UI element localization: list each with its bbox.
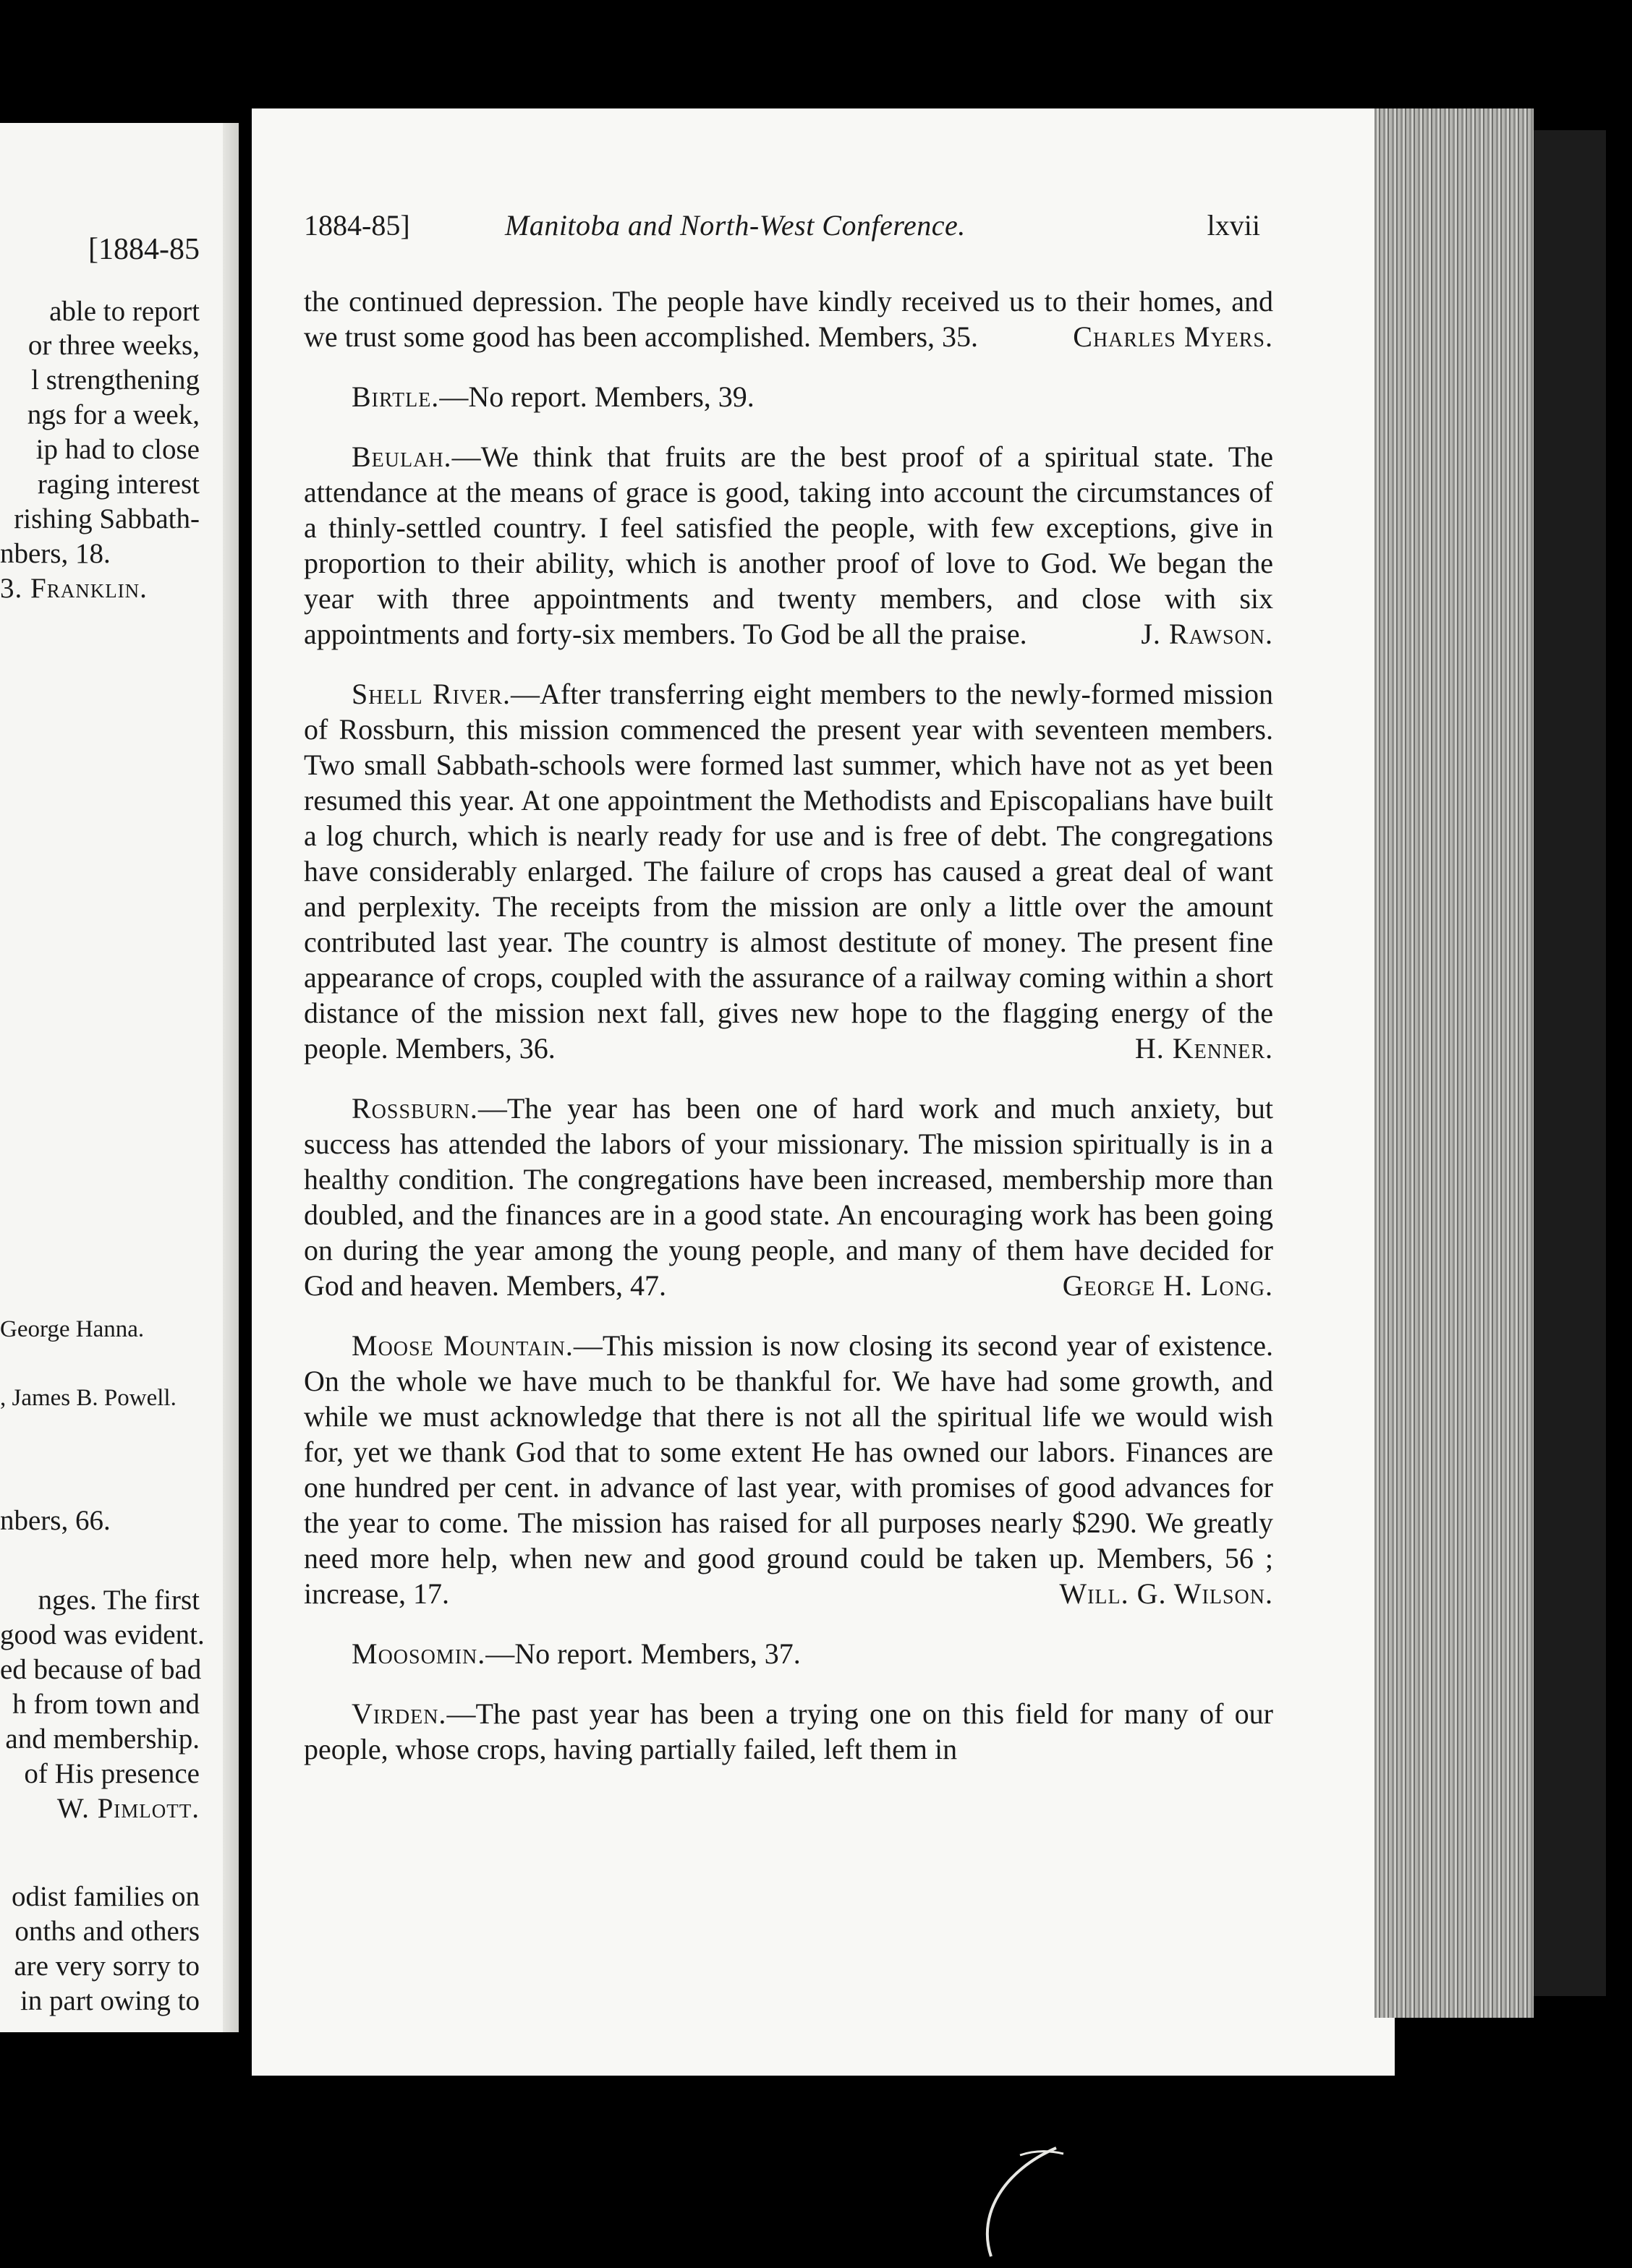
- signature-j-rawson: J. Rawson.: [1141, 618, 1273, 650]
- left-mid-line-3: ed because of bad: [0, 1654, 202, 1685]
- report-body: [304, 284, 1273, 1791]
- header-title: Manitoba and North-West Conference.: [505, 209, 966, 242]
- left-line-7: rishing Sabbath-: [14, 503, 200, 534]
- left-line-members-66: nbers, 66.: [0, 1505, 111, 1536]
- left-mid-line-2: good was evident.: [0, 1619, 205, 1650]
- left-line-4: ngs for a week,: [27, 399, 200, 430]
- heading-shell-river: Shell River.: [352, 678, 511, 710]
- paragraph-continued-body: the continued depression. The people have kindly received us to their homes, and we trust some good has been accomplished. Members, 35.: [304, 285, 1273, 353]
- heading-moosomin: Moosomin.: [352, 1637, 486, 1670]
- left-line-1: able to report: [49, 296, 200, 327]
- paragraph-moose-mountain-body: —This mission is now closing its second year of existence. On the whole we have much to be thankful for. We have had some growth, and while we must acknowledge that there is not all the spiritual life we would wish for, yet we thank God that to some extent He has owned our labors. Finances are one hundred per cent. in advance of last year, with promises of good advances for the year to come. The mission has raised for all purposes nearly $290. We greatly need more help, when new and good ground could be taken up. Members, 56 ; increase, 17.: [304, 1329, 1273, 1610]
- heading-moose-mountain: Moose Mountain.: [352, 1329, 574, 1362]
- left-signature-franklin: 3. Franklin.: [0, 573, 148, 604]
- page-number: lxvii: [1207, 209, 1260, 242]
- left-mid-line-4: h from town and: [12, 1689, 200, 1720]
- left-name-george-hanna: George Hanna.: [0, 1316, 145, 1342]
- signature-will-g-wilson: Will. G. Wilson.: [1059, 1577, 1273, 1610]
- signature-george-h-long: George H. Long.: [1062, 1269, 1273, 1302]
- left-name-powell: , James B. Powell.: [0, 1385, 177, 1411]
- paragraph-birtle-body: —No report. Members, 39.: [439, 380, 755, 413]
- left-bottom-line-4: in part owing to: [20, 1985, 200, 2016]
- paragraph-moosomin: [304, 1636, 1273, 1671]
- left-line-8: nbers, 18.: [0, 538, 111, 569]
- running-header: [304, 208, 1260, 252]
- signature-h-kenner: H. Kenner.: [1134, 1032, 1273, 1065]
- left-page: [0, 123, 239, 2032]
- scan-marks: [911, 2112, 1085, 2264]
- left-line-6: raging interest: [37, 469, 200, 500]
- left-page-header: [1884-85: [88, 233, 200, 266]
- heading-beulah: Beulah.: [352, 440, 452, 473]
- paragraph-birtle: [304, 379, 1273, 414]
- heading-rossburn: Rossburn.: [352, 1092, 478, 1125]
- left-bottom-line-1: odist families on: [12, 1881, 200, 1912]
- paragraph-virden: [304, 1696, 1273, 1767]
- left-line-2: or three weeks,: [27, 330, 200, 361]
- left-bottom-line-3: are very sorry to: [14, 1951, 200, 1982]
- paragraph-rossburn-body: —The year has been one of hard work and much anxiety, but success has attended the labors of your missionary. The mission spiritually is in a healthy condition. The congregations have been increased, membership more than doubled, and the finances are in a good state. An encouraging work has been going on during the year among the young people, and many of them have decided for God and heaven. Members, 47.: [304, 1092, 1273, 1302]
- heading-birtle: Birtle.: [352, 380, 440, 413]
- paragraph-moose-mountain: [304, 1328, 1273, 1611]
- paragraph-shell-river: [304, 676, 1273, 1066]
- left-page-gutter: [223, 123, 239, 2032]
- paragraph-beulah: [304, 439, 1273, 652]
- heading-virden: Virden.: [352, 1697, 447, 1730]
- page-edges-shadow: [1534, 130, 1606, 1996]
- header-year: 1884-85]: [304, 209, 410, 242]
- paragraph-rossburn: [304, 1091, 1273, 1303]
- left-mid-line-5: and membership.: [5, 1723, 200, 1755]
- paragraph-continued: [304, 284, 1273, 354]
- paragraph-moosomin-body: —No report. Members, 37.: [485, 1637, 801, 1670]
- left-line-3: l strengthening: [31, 364, 200, 396]
- paragraph-virden-body: —The past year has been a trying one on this field for many of our people, whose crops, having partially failed, left them in: [304, 1697, 1273, 1765]
- signature-charles-myers: Charles Myers.: [1073, 320, 1273, 353]
- page-edges: [1374, 108, 1534, 2018]
- paragraph-shell-river-body: —After transferring eight members to the newly-formed mission of Rossburn, this mission commenced the present year with seventeen members. Two small Sabbath-schools were formed last summer, which have not as yet been resumed this year. At one appointment the Methodists and Episcopalians have built a log church, which is nearly ready for use and is free of debt. The congregations have considerably enlarged. The failure of crops has caused a great deal of want and perplexity. The receipts from the mission are only a little over the amount contributed last year. The country is almost destitute of money. The present fine appearance of crops, coupled with the assurance of a railway coming within a short distance of the mission next fall, gives new hope to the flagging energy of the people. Members, 36.: [304, 678, 1273, 1065]
- paragraph-beulah-body: —We think that fruits are the best proof of a spiritual state. The attendance at the means of grace is good, taking into account the circumstances of a thinly-settled country. I feel satisfied the people, with few exceptions, give in proportion to their ability, which is another proof of love to God. We began the year with three appointments and twenty members, and close with six appointments and forty-six members. To God be all the praise.: [304, 440, 1273, 650]
- left-signature-pimlott: W. Pimlott.: [56, 1793, 200, 1824]
- left-line-5: ip had to close: [35, 434, 200, 465]
- left-mid-line-6: of His presence: [24, 1758, 200, 1789]
- left-mid-line-1: nges. The first: [38, 1585, 200, 1616]
- left-bottom-line-2: onths and others: [14, 1916, 200, 1947]
